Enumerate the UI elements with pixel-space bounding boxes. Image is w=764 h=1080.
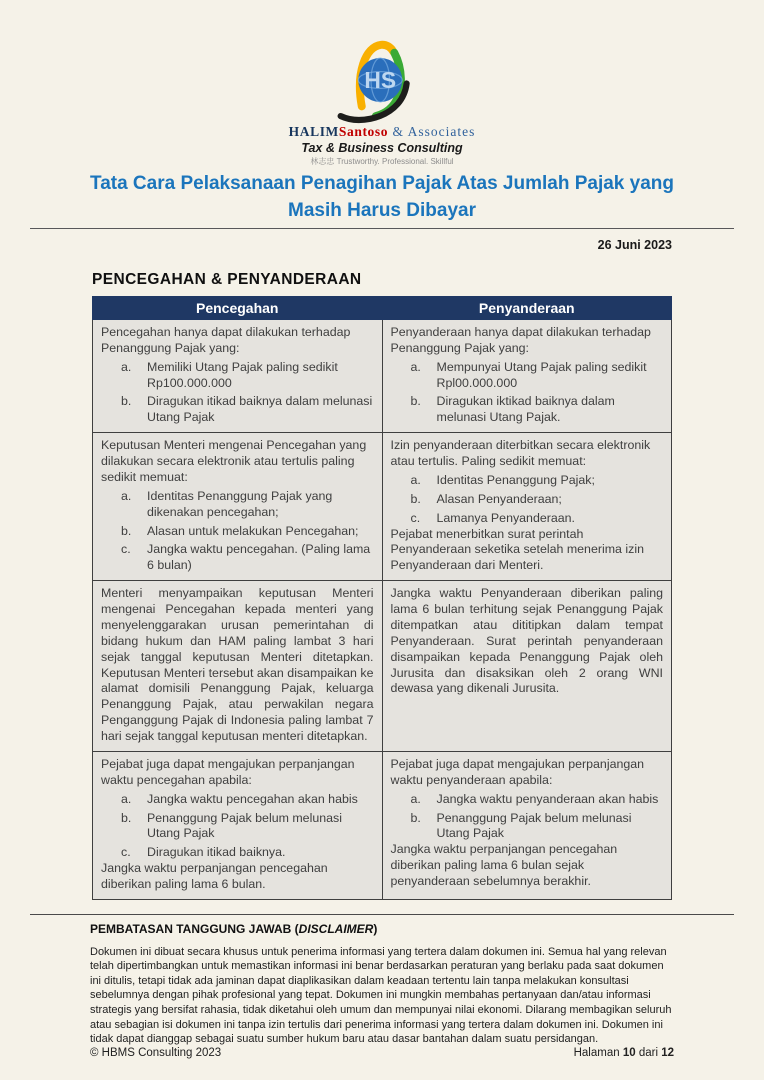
table-cell	[382, 319, 672, 432]
list-item: c. Lamanya Penyanderaan.	[410, 510, 575, 525]
brand-associates: & Associates	[388, 124, 476, 139]
cell-intro: Pejabat juga dapat mengajukan perpanjangan waktu pencegahan apabila:	[101, 756, 355, 787]
brand-subtitle: Tax & Business Consulting	[301, 140, 463, 155]
disclaimer-section	[0, 914, 764, 1047]
comparison-table	[92, 296, 672, 900]
footer-copyright: © HBMS Consulting 2023	[90, 1046, 222, 1059]
page-title-line2: Masih Harus Dibayar	[288, 199, 476, 221]
list-item: b. Penanggung Pajak belum melunasi Utang Pajak	[121, 810, 342, 841]
brand-name	[0, 124, 764, 140]
table-row	[93, 581, 672, 752]
brand-santoso: Santoso	[338, 124, 389, 139]
table-header-row	[93, 296, 672, 319]
cell-intro: Pencegahan hanya dapat dilakukan terhadap Penanggung Pajak yang:	[101, 324, 351, 355]
section-heading: PENCEGAHAN & PENYANDERAAN	[92, 270, 362, 288]
table-row	[93, 751, 672, 899]
cell-paragraph: Jangka waktu Penyanderaan diberikan paling lama 6 bulan terhitung sejak Penanggung Pajak ditempatkan atau dititipkan dalam tempat Penyanderaan. Surat perintah penyanderaan disampaikan kepada Penanggung Pajak oleh Jurusita dan disaksikan oleh 2 orang WNI dewasa yang dikenali Jurusita.	[390, 586, 663, 696]
list-item: b. Diragukan itikad baiknya dalam melunasi Utang Pajak	[121, 394, 373, 425]
brand-tagline: 林志忠 Trustworthy. Professional. Skillful	[310, 156, 454, 166]
document-date: 26 Juni 2023	[597, 237, 672, 252]
cell-intro: Pejabat juga dapat mengajukan perpanjangan waktu penyanderaan apabila:	[390, 756, 645, 787]
svg-text:HS: HS	[364, 66, 397, 93]
disclaimer-divider	[30, 914, 734, 915]
table-cell	[93, 433, 383, 581]
table-cell	[382, 581, 672, 752]
list-item: a. Mempunyai Utang Pajak paling sedikit Rpl00.000.000	[410, 359, 647, 390]
cell-paragraph: Menteri menyampaikan keputusan Menteri mengenai Pencegahan kepada menteri yang menyelenggarakan urusan pemerintahan di bidang hukum dan HAM paling lambat 3 hari sejak tanggal keputusan Menteri ditetapkan. Keputusan Menteri tersebut akan disampaikan ke alamat domisili Penanggung Pajak, keluarga Penanggung Pajak, atau perwakilan negara Penganggung Pajak di Indonesia paling lambat 7 hari sejak tanggal keputusan menteri ditetapkan.	[101, 586, 374, 744]
footer-page-number: Halaman 10 dari 12	[573, 1046, 674, 1059]
page-title	[55, 171, 709, 223]
cell-outro: Jangka waktu perpanjangan pencegahan diberikan paling lama 6 bulan sejak penyanderaan sebelumnya berakhir.	[390, 842, 618, 889]
table-header-pencegahan: Pencegahan	[93, 296, 383, 319]
cell-intro: Keputusan Menteri mengenai Pencegahan yang dilakukan secara elektronik atau tertulis paling sedikit memuat:	[101, 438, 367, 484]
company-logo	[0, 36, 764, 166]
list-item: b. Alasan untuk melakukan Pencegahan;	[121, 523, 359, 538]
table-cell	[93, 319, 383, 432]
cell-outro: Jangka waktu perpanjangan pencegahan diberikan paling lama 6 bulan.	[101, 861, 328, 892]
page-title-line1: Tata Cara Pelaksanaan Penagihan Pajak Atas Jumlah Pajak yang	[90, 173, 674, 195]
list-item: c. Diragukan itikad baiknya.	[121, 845, 286, 860]
table-row	[93, 433, 672, 581]
list-item: c. Jangka waktu pencegahan. (Paling lama 6 bulan)	[121, 542, 371, 573]
list-item: b. Diragukan iktikad baiknya dalam melunasi Utang Pajak.	[410, 394, 615, 425]
brand-halim: HALIM	[288, 124, 339, 139]
table-cell	[93, 751, 383, 899]
cell-intro: Penyanderaan hanya dapat dilakukan terhadap Penanggung Pajak yang:	[390, 324, 651, 355]
main-content	[92, 252, 672, 900]
disclaimer-heading: PEMBATASAN TANGGUNG JAWAB (DISCLAIMER)	[90, 921, 378, 936]
list-item: a. Jangka waktu penyanderaan akan habis	[410, 791, 659, 806]
logo-mark-icon	[316, 36, 448, 124]
page-footer	[90, 1047, 674, 1080]
table-row	[93, 319, 672, 432]
list-item: a. Jangka waktu pencegahan akan habis	[121, 791, 358, 806]
list-item: a. Memiliki Utang Pajak paling sedikit Rp100.000.000	[121, 359, 338, 390]
list-item: b. Penanggung Pajak belum melunasi Utang Pajak	[410, 810, 632, 841]
list-item: a. Identitas Penanggung Pajak yang dikenakan pencegahan;	[121, 488, 333, 519]
table-cell	[93, 581, 383, 752]
list-item: a. Identitas Penanggung Pajak;	[410, 472, 595, 487]
table-header-penyanderaan: Penyanderaan	[382, 296, 672, 319]
disclaimer-body: Dokumen ini dibuat secara khusus untuk penerima informasi yang tertera dalam dokumen ini. Semua hal yang relevan telah dipertimbangkan untuk memastikan informasi ini benar berdasarkan peraturan yang berlaku pada saat dokumen ini ditulis, tetapi tidak ada jaminan dapat diaplikasikan dalam keadaan tertentu lain tanpa melakukan konsultasi sebelumnya dengan pihak profesional yang tepat. Dokumen ini mungkin membahas pertanyaan dan/atau informasi strategis yang bersifat rahasia, tidak diketahui oleh umum dan mempunyai nilai ekonomi. Dilarang membagikan seluruh atau sebagian isi dokumen ini tanpa izin tertulis dari penerima informasi yang tertera dalam dokumen ini. Dokumen ini tidak dapat dianggap sebagai suatu sumber hukum baru atau dasar bantahan dalam suatu persidangan.	[90, 945, 672, 1046]
cell-intro: Izin penyanderaan diterbitkan secara elektronik atau tertulis. Paling sedikit memuat:	[390, 438, 651, 469]
list-item: b. Alasan Penyanderaan;	[410, 491, 562, 506]
table-cell	[382, 433, 672, 581]
title-divider	[30, 228, 734, 229]
cell-outro: Pejabat menerbitkan surat perintah Penyanderaan seketika setelah menerima izin Penyanderaan dari Menteri.	[390, 526, 644, 573]
table-cell	[382, 751, 672, 899]
